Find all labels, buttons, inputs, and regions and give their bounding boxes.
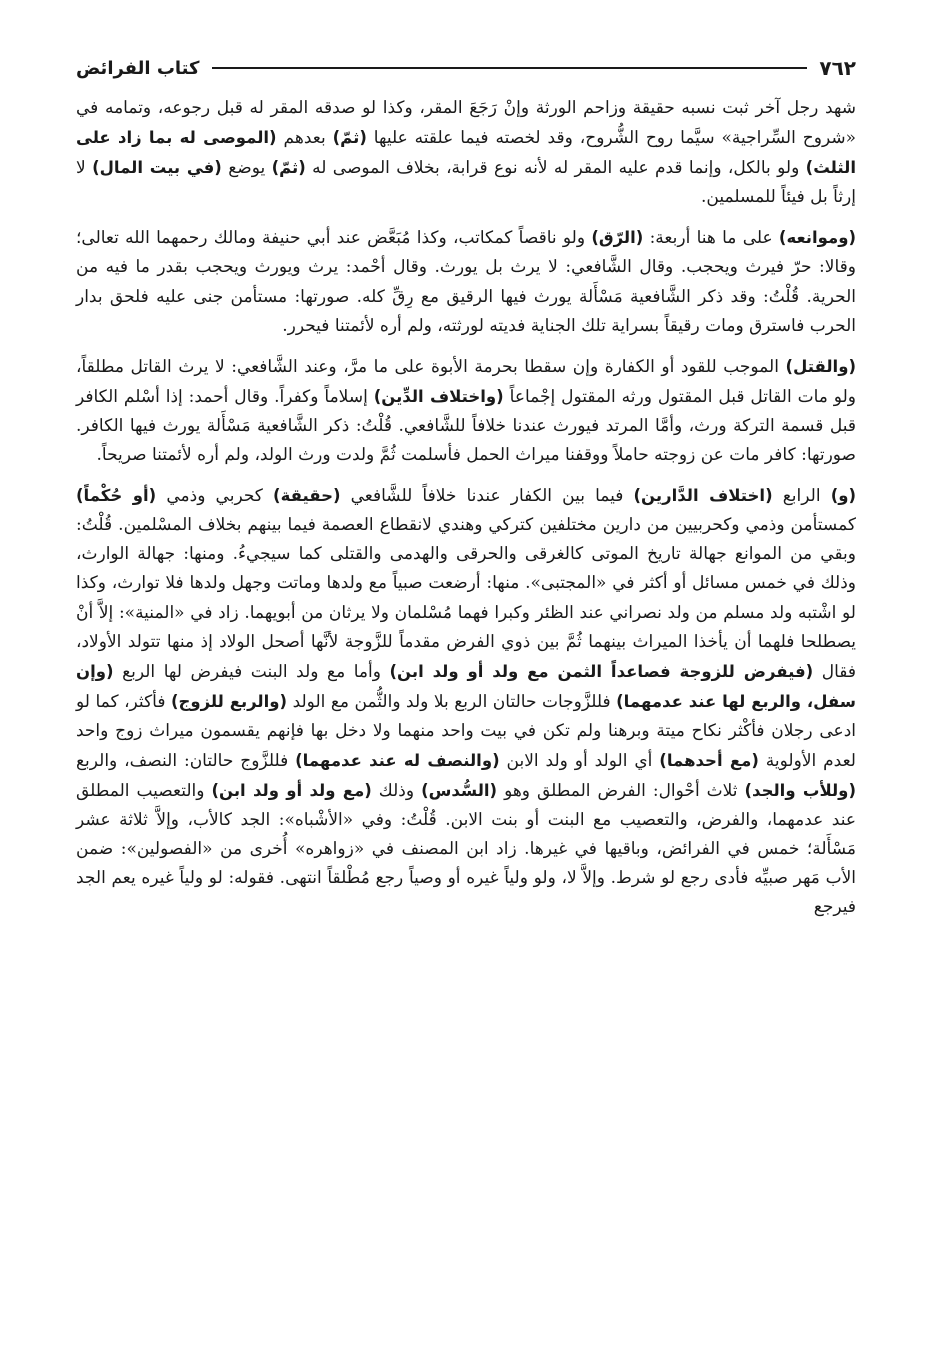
commentary-text: ولو ناقصاً كمكاتب، وكذا مُبَعَّض عند أبي حنيفة ومالك رحمهما الله تعالى؛ وقالا: حرّ فيرث ويحجب. وقال الشَّافعي: لا يرث بل يورث. وقال أحْمد: يرث ويورث ويحجب بقدر ما فيه من الحرية. قُلْتُ: وقد ذكر الشَّافعية مَسْأَلة يورث فيها الرقيق مع رِقِّ كله. صورتها: مستأمن جنى عليه فلحق بدار الحرب فاسترق ومات رقيقاً بسراية تلك الجناية فديته لورثته، ولم أره لأئمتنا فيحرر. <box>76 228 856 336</box>
commentary-text: أي الولد أو ولد الابن <box>499 750 660 771</box>
matn-term: (حقيقة) <box>273 486 341 506</box>
commentary-text: لا إرثاً بل فيئاً للمسلمين. <box>76 158 856 208</box>
matn-term: (الموصى له بما زاد على الثلث) <box>76 128 856 178</box>
paragraph <box>76 94 856 212</box>
commentary-text: إسلاماً وكفراً. وقال أحمد: إذا أسْلم الكافر قبل قسمة التركة ورث، وأمَّا المرتد فيورث عندنا خلافاً للشَّافعي. قُلْتُ: ذكر الشَّافعية مَسْأَلة يورث فيها الكافر. صورتها: كافر مات عن زوجته حاملاً ووقفنا ميراث الحمل فأسلمت ثُمَّ ولدت ورث الولد، ولم أره لأئمتنا صريحاً. <box>76 386 856 466</box>
matn-term: (وإن سفل، والربع لها عند عدمهما) <box>76 661 856 711</box>
commentary-text: وذلك <box>371 781 422 802</box>
matn-term: (الرّق) <box>591 228 644 248</box>
matn-term: (مع ولد أو ولد ابن) <box>211 781 372 801</box>
matn-term: (والنصف له عند عدمهما) <box>295 750 500 770</box>
commentary-text: فللزَّوجات حالتان الربع بلا ولد والثُّمن مع الولد <box>287 691 617 712</box>
commentary-text: فللزَّوج حالتان: النصف، والربع <box>76 750 296 771</box>
commentary-text: وأما مع ولد البنت فيفرض لها الربع <box>113 661 390 682</box>
commentary-text: يوضع <box>221 158 272 179</box>
matn-term: (اختلاف الدَّارين) <box>633 486 773 506</box>
commentary-text: ولو بالكل، وإنما قدم عليه المقر له لأنه نوع قرابة، بخلاف الموصى له <box>305 158 806 179</box>
matn-term: (السُّدس) <box>421 781 498 801</box>
commentary-text: بعدهم <box>276 128 333 149</box>
matn-term: (وللأب والجد) <box>744 781 856 801</box>
commentary-text: فيما بين الكفار عندنا خلافاً للشَّافعي <box>340 486 634 507</box>
commentary-text: على ما هنا أربعة: <box>643 228 779 249</box>
matn-term: (والربع للزوج) <box>170 691 288 711</box>
matn-term: (ثمّ) <box>271 158 306 178</box>
commentary-text: كحربي وذمي <box>156 486 274 507</box>
commentary-text: الرابع <box>772 486 831 507</box>
matn-term: (واختلاف الدِّين) <box>373 386 504 406</box>
matn-term: (في بيت المال) <box>92 158 222 178</box>
matn-term: (ثمّ) <box>332 128 367 148</box>
paragraph <box>76 352 856 470</box>
body-text <box>76 94 856 923</box>
page-number: ٧٦٢ <box>819 56 856 80</box>
matn-term: (و) <box>830 486 857 506</box>
commentary-text: شهد رجل آخر ثبت نسبه حقيقة وزاحم الورثة وإنْ رَجَعَ المقر، وكذا لو صدقه المقر له قبل رجوعه، وتمامه في «شروح السِّراجية» سيَّما روح الشُّروح، وقد لخصته فيما علقته عليها <box>76 98 856 149</box>
commentary-text: فأكثر، كما لو ادعى رجلان فأكْثر نكاح ميتة وبرهنا ولم تكن في بيت واحد منهما ولا دخل بها فإنهم يقسمون ميراث زوج واحد لعدم الأولوية <box>76 691 856 771</box>
commentary-text: الموجب للقود أو الكفارة وإن سقطا بحرمة الأبوة على ما مرَّ، وعند الشَّافعي: لا يرث القاتل مطلقاً، ولو مات القاتل قبل المقتول ورثه المقتول إجْماعاً <box>76 356 856 407</box>
matn-term: (فيفرض للزوجة فصاعداً الثمن مع ولد أو ولد ابن) <box>389 661 814 681</box>
running-title: كتاب الفرائض <box>76 57 200 79</box>
header-rule <box>212 67 808 69</box>
matn-term: (والقتل) <box>785 356 856 376</box>
matn-term: (مع أحدهما) <box>659 750 759 770</box>
commentary-text: والتعصيب المطلق عند عدمهما، والفرض، والتعصيب مع البنت أو بنت الابن. قُلْتُ: وفي «الأشْباه»: الجد كالأب، وإلاَّ ثلاثة عشر مَسْأَلة؛ خمس في الفرائض، وباقيها في غيرها. زاد ابن المصنف في «زواهره» أُخرى من «الفصولين»: ضمن الأب مَهر صبيِّه فأدى رجع لو شرط. وإلاَّ لا، ولو ولياً غيره أو وصياً رجع مُطْلقاً انتهى. فقوله: لو ولياً غيره يعم الجد فيرجع <box>76 781 856 918</box>
book-page <box>76 48 856 1348</box>
matn-term: (أو حُكْماً) <box>76 486 157 506</box>
paragraph <box>76 481 856 922</box>
matn-term: (وموانعه) <box>778 228 856 248</box>
paragraph <box>76 223 856 340</box>
commentary-text: كمستأمن وذمي وكحربيين من دارين مختلفين كتركي وهندي لانقطاع العصمة فيما بينهم بخلاف المسْلمين. قُلْتُ: وبقي من الموانع جهالة تاريخ الموتى كالغرقى والحرقى والهدمى والقتلى كما سيجيءُ. ومنها: جهالة الوارث، وذلك في خمس مسائل أو أكثر في «المجتبى». منها: أرضعت صبياً مع ولدها وماتت وجهل ولدها فلا توارث، وكذا لو اشْتبه ولد مسلم من ولد نصراني عند الظئر وكبرا فهما مُسْلمان ولا يرثان من أبويهما. زاد في «المنية»: إلاَّ أنْ يصطلحا فلهما أن يأخذا الميراث بينهما ثُمَّ بين ذوي الفرض مقدماً للزَّوجة لأنَّها أصحل الولاد إذ منها تتولد الأولاد، فقال <box>76 515 856 682</box>
commentary-text: ثلاث أحْوال: الفرض المطلق وهو <box>497 781 745 802</box>
page-header <box>76 48 856 88</box>
